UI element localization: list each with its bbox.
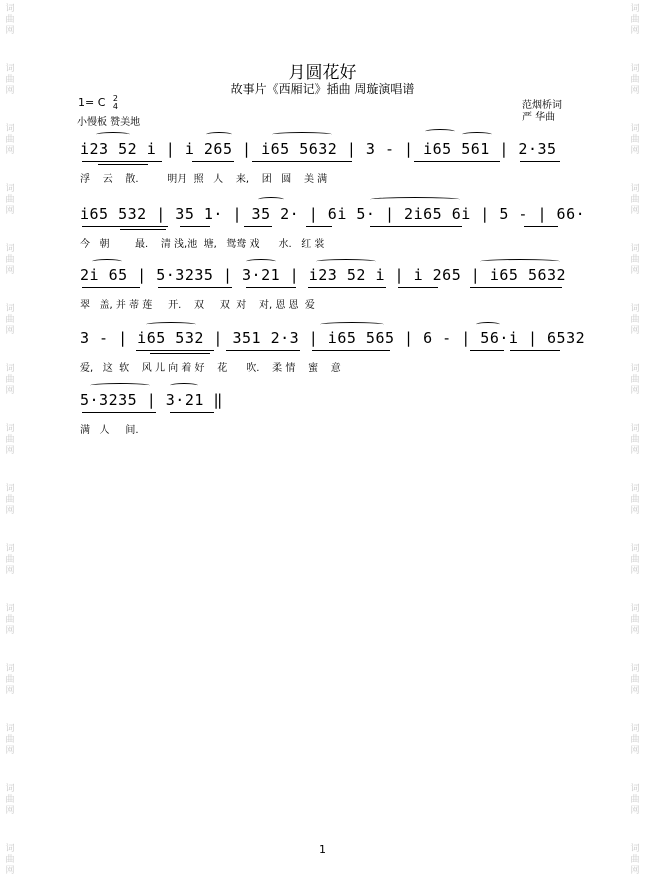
beam — [82, 226, 168, 227]
beam — [82, 161, 162, 162]
score-line-4 — [80, 329, 585, 373]
lyrics: 满 人 间. — [80, 425, 139, 436]
slur — [320, 322, 384, 327]
lyricist: 范烟桥词 — [522, 100, 562, 111]
watermark-right — [627, 0, 643, 891]
watermark-text: 词曲网 — [630, 64, 640, 96]
watermark-text: 词曲网 — [630, 184, 640, 216]
watermark-text: 词曲网 — [630, 844, 640, 876]
beam — [82, 287, 140, 288]
beam — [150, 353, 210, 354]
beam — [524, 226, 558, 227]
slur — [246, 259, 276, 264]
slur — [258, 197, 284, 202]
watermark-text: 词曲网 — [630, 544, 640, 576]
notation: 5·3235 | 3·21 ‖ — [80, 391, 223, 409]
beam — [82, 412, 156, 413]
song-subtitle: 故事片《西厢记》插曲 周璇演唱谱 — [230, 82, 415, 96]
slur — [206, 132, 232, 137]
beam — [244, 226, 272, 227]
beam — [158, 287, 232, 288]
watermark-text: 词曲网 — [630, 484, 640, 516]
beam — [510, 350, 560, 351]
beam — [136, 350, 214, 351]
time-signature — [113, 95, 118, 111]
notation: i23 52 i | i 265 | i65 5632 | 3 - | i65 561 | 2·35 — [80, 140, 557, 158]
notation: 2i 65 | 5·3235 | 3·21 | i23 52 i | i 265 | i65 5632 — [80, 266, 567, 284]
watermark-text: 词曲网 — [5, 844, 15, 876]
slur — [146, 322, 196, 327]
slur — [96, 132, 130, 137]
lyrics: 爱, 这 软 风 儿 向 着 好 花 吹. 柔 情 蜜 意 — [80, 363, 341, 374]
score-line-2 — [80, 205, 585, 249]
beam — [306, 226, 332, 227]
beam — [246, 287, 296, 288]
score-line-3 — [80, 266, 566, 310]
watermark-text: 词曲网 — [5, 784, 15, 816]
beam — [470, 287, 562, 288]
beam — [470, 350, 504, 351]
beam — [98, 164, 148, 165]
watermark-text: 词曲网 — [630, 4, 640, 36]
watermark-text: 词曲网 — [5, 424, 15, 456]
beam — [520, 161, 560, 162]
notation: i65 532 | 35 1· | 35 2· | 6i 5· | 2i65 6i | 5 - | 66· — [80, 205, 586, 223]
slur — [316, 259, 376, 264]
key-label: 1= C — [78, 96, 106, 109]
slur — [476, 322, 500, 327]
beam — [308, 287, 386, 288]
beam — [398, 287, 438, 288]
slur — [272, 132, 332, 137]
beam — [180, 226, 210, 227]
slur — [170, 383, 198, 388]
page-number: 1 — [319, 843, 326, 856]
watermark-text: 词曲网 — [5, 664, 15, 696]
watermark-text: 词曲网 — [630, 784, 640, 816]
beam — [312, 350, 390, 351]
watermark-text: 词曲网 — [5, 244, 15, 276]
meter-top: 2 — [112, 94, 118, 103]
watermark-text: 词曲网 — [630, 664, 640, 696]
watermark-text: 词曲网 — [630, 604, 640, 636]
watermark-text: 词曲网 — [5, 64, 15, 96]
meter-bottom: 4 — [112, 102, 118, 111]
song-title: 月圆花好 — [288, 63, 357, 83]
key-signature — [78, 95, 118, 111]
beam — [226, 350, 300, 351]
watermark-text: 词曲网 — [5, 184, 15, 216]
score-line-5 — [80, 391, 223, 435]
lyrics: 浮 云 散. 明月 照 人 来, 团 圆 美 满 — [80, 174, 328, 185]
score-line-1 — [80, 140, 557, 184]
slur — [90, 383, 150, 388]
beam — [120, 229, 166, 230]
slur — [370, 197, 460, 202]
watermark-text: 词曲网 — [5, 604, 15, 636]
watermark-text: 词曲网 — [630, 304, 640, 336]
beam — [192, 161, 234, 162]
watermark-text: 词曲网 — [630, 724, 640, 756]
credits — [522, 100, 562, 124]
tempo-marking: 小慢板 赞美地 — [77, 117, 141, 128]
watermark-text: 词曲网 — [630, 424, 640, 456]
watermark-text: 词曲网 — [5, 364, 15, 396]
beam — [370, 226, 462, 227]
watermark-text: 词曲网 — [5, 4, 15, 36]
composer: 严 华曲 — [522, 112, 556, 123]
watermark-left — [2, 0, 18, 891]
beam — [252, 161, 352, 162]
lyrics: 翠 盖, 并 蒂 莲 开. 双 双 对 对, 恩 恩 爱 — [80, 300, 315, 311]
beam — [414, 161, 500, 162]
notation: 3 - | i65 532 | 351 2·3 | i65 565 | 6 - | 56·i | 6532 — [80, 329, 586, 347]
slur — [480, 259, 560, 264]
watermark-text: 词曲网 — [5, 304, 15, 336]
slur — [92, 259, 122, 264]
watermark-text: 词曲网 — [630, 244, 640, 276]
watermark-text: 词曲网 — [630, 124, 640, 156]
watermark-text: 词曲网 — [630, 364, 640, 396]
watermark-text: 词曲网 — [5, 724, 15, 756]
lyrics: 今 朝 最. 清 浅,池 塘, 鸳鸯 戏 水. 红 裳 — [80, 239, 325, 250]
beam — [170, 412, 214, 413]
watermark-text: 词曲网 — [5, 124, 15, 156]
watermark-text: 词曲网 — [5, 544, 15, 576]
watermark-text: 词曲网 — [5, 484, 15, 516]
slur — [425, 129, 455, 134]
slur — [462, 132, 492, 137]
